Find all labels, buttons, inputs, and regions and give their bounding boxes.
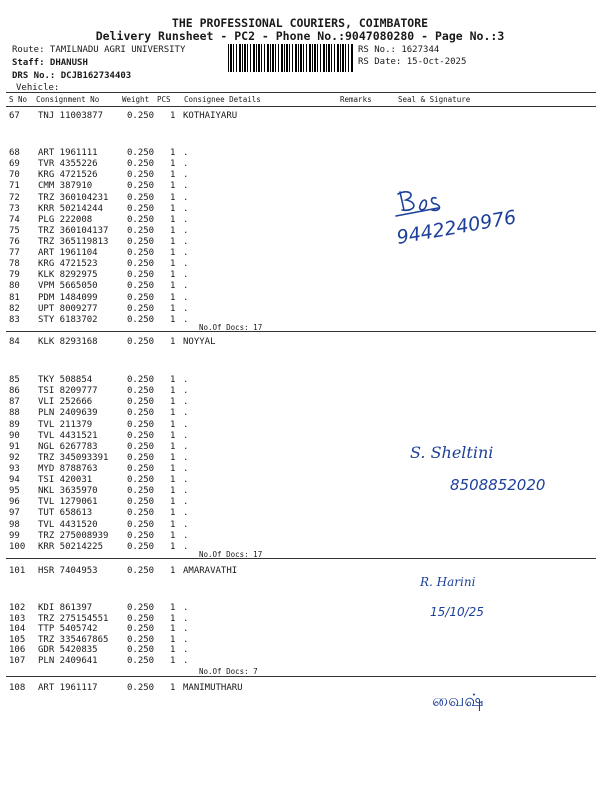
group-separator <box>6 558 596 559</box>
consignment-cell: KRG 4721526 <box>38 170 98 181</box>
table-row <box>0 520 600 531</box>
table-row <box>0 159 600 170</box>
weight-cell: 0.250 <box>127 519 155 530</box>
sno-cell: 92 <box>9 452 20 463</box>
consignment-cell: TRZ 275154551 <box>38 613 109 624</box>
table-row <box>0 645 600 656</box>
sno-cell: 97 <box>9 508 20 519</box>
weight-cell: 0.250 <box>127 566 155 576</box>
sno-cell: 73 <box>9 203 20 214</box>
consignee-dot: . <box>183 181 189 192</box>
weight-cell: 0.250 <box>127 281 155 292</box>
consignee-dot: . <box>183 541 189 552</box>
pcs-cell: 1 <box>170 430 176 441</box>
col-consignee: Consignee Details <box>184 95 261 104</box>
company-title: THE PROFESSIONAL COURIERS, COIMBATORE <box>171 16 429 30</box>
vehicle-text: Vehicle: <box>16 83 60 93</box>
col-sno: S No <box>9 95 28 104</box>
weight-cell: 0.250 <box>127 170 155 181</box>
pcs-cell: 1 <box>170 475 176 486</box>
weight-cell: 0.250 <box>127 419 155 430</box>
signature-name-2: S. Sheltini <box>410 443 494 462</box>
consignee-dot: . <box>183 645 189 656</box>
consignment-cell: GDR 5420835 <box>38 645 98 656</box>
weight-cell: 0.250 <box>127 248 155 259</box>
consignment-cell: PLN 2409641 <box>38 656 98 666</box>
table-row <box>0 497 600 508</box>
consignee-dot: . <box>183 270 189 281</box>
table-row <box>0 148 600 159</box>
consignee-dot: . <box>183 464 189 474</box>
weight-cell: 0.250 <box>127 303 155 314</box>
table-row <box>0 531 600 542</box>
sno-cell: 98 <box>9 519 20 530</box>
group-head-row <box>0 683 600 694</box>
sno-cell: 95 <box>9 486 20 497</box>
signature-mark-4: வைஷ் <box>432 691 484 711</box>
consignee-dot: . <box>183 508 189 519</box>
table-row <box>0 386 600 397</box>
col-consignment: Consignment No <box>36 95 100 104</box>
consignment-cell: TUT 658613 <box>38 508 93 519</box>
sno-cell: 108 <box>9 683 26 693</box>
consignment-cell: TVL 4431521 <box>38 430 98 441</box>
pcs-cell: 1 <box>170 386 176 397</box>
consignee-dot: . <box>183 203 189 214</box>
sno-cell: 76 <box>9 237 20 247</box>
consignee-dot: . <box>183 386 189 397</box>
sno-cell: 107 <box>9 656 26 666</box>
weight-cell: 0.250 <box>127 337 155 347</box>
pcs-cell: 1 <box>170 452 176 463</box>
consignment-cell: TRZ 275008939 <box>38 530 109 541</box>
staff-text: Staff: DHANUSH <box>12 58 88 68</box>
weight-cell: 0.250 <box>127 270 155 281</box>
consignee-dot: . <box>183 303 189 314</box>
pcs-cell: 1 <box>170 624 176 635</box>
sno-cell: 68 <box>9 148 20 158</box>
sno-cell: 87 <box>9 397 20 408</box>
sno-cell: 104 <box>9 624 26 635</box>
drs-text: DRS No.: DCJB162734403 <box>12 71 132 81</box>
table-row <box>0 397 600 408</box>
sno-cell: 88 <box>9 408 20 419</box>
consignment-cell: KLK 8292975 <box>38 270 98 281</box>
weight-cell: 0.250 <box>127 541 155 552</box>
sno-cell: 89 <box>9 419 20 430</box>
sno-cell: 81 <box>9 292 20 303</box>
weight-cell: 0.250 <box>127 634 155 645</box>
header-bottom-rule <box>6 106 596 107</box>
consignment-cell: TSI 8209777 <box>38 386 98 397</box>
consignment-cell: NKL 3635970 <box>38 486 98 497</box>
consignee-dot: . <box>183 452 189 463</box>
weight-cell: 0.250 <box>127 486 155 497</box>
weight-cell: 0.250 <box>127 464 155 474</box>
consignment-cell: NGL 6267783 <box>38 441 98 452</box>
pcs-cell: 1 <box>170 519 176 530</box>
pcs-cell: 1 <box>170 497 176 508</box>
consignee-dot: . <box>183 375 189 385</box>
weight-cell: 0.250 <box>127 508 155 519</box>
consignment-cell: TTP 5405742 <box>38 624 98 635</box>
pcs-cell: 1 <box>170 645 176 656</box>
sno-cell: 80 <box>9 281 20 292</box>
col-remarks: Remarks <box>340 95 372 104</box>
rs-date: RS Date: 15-Oct-2025 <box>358 57 467 67</box>
sno-cell: 71 <box>9 181 20 192</box>
weight-cell: 0.250 <box>127 203 155 214</box>
table-row <box>0 624 600 635</box>
pcs-cell: 1 <box>170 541 176 552</box>
pcs-cell: 1 <box>170 237 176 247</box>
consignment-cell: ART 1961111 <box>38 148 98 158</box>
pcs-cell: 1 <box>170 148 176 158</box>
sno-cell: 90 <box>9 430 20 441</box>
weight-cell: 0.250 <box>127 683 155 693</box>
consignee-dot: . <box>183 214 189 225</box>
consignee-dot: . <box>183 430 189 441</box>
docs-count: No.Of Docs: 17 <box>199 550 263 559</box>
consignment-cell: KDI 861397 <box>38 603 93 613</box>
consignee-dot: . <box>183 613 189 624</box>
table-row <box>0 304 600 315</box>
weight-cell: 0.250 <box>127 624 155 635</box>
consignment-cell: ART 1961117 <box>38 683 98 693</box>
pcs-cell: 1 <box>170 441 176 452</box>
consignment-cell: PLG 222008 <box>38 214 93 225</box>
signature-group-3 <box>418 570 538 622</box>
weight-cell: 0.250 <box>127 237 155 247</box>
pcs-cell: 1 <box>170 613 176 624</box>
consignee-name: AMARAVATHI <box>183 566 238 576</box>
consignment-cell: MYD 8788763 <box>38 464 98 474</box>
sno-cell: 83 <box>9 314 20 325</box>
sno-cell: 96 <box>9 497 20 508</box>
consignment-cell: TSI 420031 <box>38 475 93 486</box>
consignee-dot: . <box>183 397 189 408</box>
weight-cell: 0.250 <box>127 452 155 463</box>
consignment-cell: TNJ 11003877 <box>38 111 104 121</box>
pcs-cell: 1 <box>170 181 176 192</box>
pcs-cell: 1 <box>170 259 176 270</box>
sno-cell: 102 <box>9 603 26 613</box>
header-top-rule <box>6 92 596 93</box>
consignment-cell: CMM 387910 <box>38 181 93 192</box>
pcs-cell: 1 <box>170 314 176 325</box>
consignee-dot: . <box>183 497 189 508</box>
pcs-cell: 1 <box>170 530 176 541</box>
weight-cell: 0.250 <box>127 214 155 225</box>
weight-cell: 0.250 <box>127 181 155 192</box>
pcs-cell: 1 <box>170 337 176 347</box>
consignee-dot: . <box>183 530 189 541</box>
signature-group-4 <box>430 680 510 720</box>
table-row <box>0 315 600 326</box>
pcs-cell: 1 <box>170 248 176 259</box>
weight-cell: 0.250 <box>127 645 155 656</box>
sno-cell: 100 <box>9 541 26 552</box>
pcs-cell: 1 <box>170 292 176 303</box>
pcs-cell: 1 <box>170 656 176 666</box>
col-weight: Weight <box>122 95 150 104</box>
sno-cell: 79 <box>9 270 20 281</box>
pcs-cell: 1 <box>170 270 176 281</box>
pcs-cell: 1 <box>170 683 176 693</box>
docs-count: No.Of Docs: 7 <box>199 667 258 676</box>
weight-cell: 0.250 <box>127 192 155 203</box>
consignee-dot: . <box>183 314 189 325</box>
consignment-cell: TVR 4355226 <box>38 159 98 170</box>
consignment-cell: KLK 8293168 <box>38 337 98 347</box>
pcs-cell: 1 <box>170 464 176 474</box>
table-row <box>0 656 600 667</box>
table-row <box>0 293 600 304</box>
weight-cell: 0.250 <box>127 430 155 441</box>
consignee-dot: . <box>183 192 189 203</box>
weight-cell: 0.250 <box>127 497 155 508</box>
barcode-image <box>228 44 354 72</box>
table-row <box>0 375 600 386</box>
sno-cell: 101 <box>9 566 26 576</box>
sno-cell: 84 <box>9 337 20 347</box>
sno-cell: 72 <box>9 192 20 203</box>
consignment-cell: KRG 4721523 <box>38 259 98 270</box>
pcs-cell: 1 <box>170 170 176 181</box>
consignment-cell: TVL 4431520 <box>38 519 98 530</box>
pcs-cell: 1 <box>170 397 176 408</box>
weight-cell: 0.250 <box>127 292 155 303</box>
sno-cell: 74 <box>9 214 20 225</box>
consignment-cell: KRR 50214244 <box>38 203 104 214</box>
pcs-cell: 1 <box>170 603 176 613</box>
weight-cell: 0.250 <box>127 530 155 541</box>
runsheet-subtitle: Delivery Runsheet - PC2 - Phone No.:9047080280 - Page No.:3 <box>95 29 505 43</box>
sno-cell: 93 <box>9 464 20 474</box>
group-head-row <box>0 111 600 122</box>
consignee-dot: . <box>183 419 189 430</box>
pcs-cell: 1 <box>170 159 176 170</box>
consignee-dot: . <box>183 292 189 303</box>
pcs-cell: 1 <box>170 486 176 497</box>
pcs-cell: 1 <box>170 281 176 292</box>
sno-cell: 106 <box>9 645 26 656</box>
pcs-cell: 1 <box>170 508 176 519</box>
table-row <box>0 270 600 281</box>
sno-cell: 91 <box>9 441 20 452</box>
consignment-cell: TRZ 360104231 <box>38 192 109 203</box>
group-separator <box>6 331 596 332</box>
pcs-cell: 1 <box>170 634 176 645</box>
table-row <box>0 259 600 270</box>
consignment-cell: TRZ 345093391 <box>38 452 109 463</box>
pcs-cell: 1 <box>170 111 176 121</box>
consignment-cell: TRZ 365119813 <box>38 237 109 247</box>
signature-name-3: R. Harini <box>420 575 476 589</box>
route-text: Route: TAMILNADU AGRI UNIVERSITY <box>12 45 186 55</box>
consignee-dot: . <box>183 519 189 530</box>
pcs-cell: 1 <box>170 303 176 314</box>
consignee-dot: . <box>183 148 189 158</box>
consignee-dot: . <box>183 624 189 635</box>
pcs-cell: 1 <box>170 566 176 576</box>
consignee-dot: . <box>183 475 189 486</box>
sno-cell: 99 <box>9 530 20 541</box>
sno-cell: 78 <box>9 259 20 270</box>
weight-cell: 0.250 <box>127 408 155 419</box>
consignment-cell: TRZ 360104137 <box>38 225 109 236</box>
sno-cell: 85 <box>9 375 20 385</box>
consignee-dot: . <box>183 486 189 497</box>
sno-cell: 75 <box>9 225 20 236</box>
consignee-dot: . <box>183 159 189 170</box>
consignee-dot: . <box>183 603 189 613</box>
table-row <box>0 635 600 646</box>
weight-cell: 0.250 <box>127 159 155 170</box>
weight-cell: 0.250 <box>127 225 155 236</box>
consignee-dot: . <box>183 248 189 259</box>
weight-cell: 0.250 <box>127 314 155 325</box>
table-row <box>0 542 600 553</box>
docs-count: No.Of Docs: 17 <box>199 323 263 332</box>
pcs-cell: 1 <box>170 203 176 214</box>
group-separator <box>6 676 596 677</box>
sno-cell: 67 <box>9 111 20 121</box>
sno-cell: 70 <box>9 170 20 181</box>
weight-cell: 0.250 <box>127 656 155 666</box>
consignee-dot: . <box>183 170 189 181</box>
consignment-cell: TVL 211379 <box>38 419 93 430</box>
weight-cell: 0.250 <box>127 475 155 486</box>
consignment-cell: ART 1961104 <box>38 248 98 259</box>
sno-cell: 86 <box>9 386 20 397</box>
consignee-name: NOYYAL <box>183 337 216 347</box>
consignee-dot: . <box>183 656 189 666</box>
signature-date-3: 15/10/25 <box>430 605 484 619</box>
weight-cell: 0.250 <box>127 148 155 158</box>
pcs-cell: 1 <box>170 214 176 225</box>
group-head-row <box>0 337 600 348</box>
consignee-dot: . <box>183 225 189 236</box>
consignment-cell: PLN 2409639 <box>38 408 98 419</box>
consignee-name: KOTHAIYARU <box>183 111 238 121</box>
consignment-cell: VPM 5665050 <box>38 281 98 292</box>
consignee-dot: . <box>183 634 189 645</box>
signature-phone-2: 8508852020 <box>450 476 546 494</box>
consignment-cell: TKY 508854 <box>38 375 93 385</box>
pcs-cell: 1 <box>170 225 176 236</box>
weight-cell: 0.250 <box>127 397 155 408</box>
signature-phone-1: 9442240976 <box>395 206 518 249</box>
weight-cell: 0.250 <box>127 603 155 613</box>
sno-cell: 82 <box>9 303 20 314</box>
consignment-cell: STY 6183702 <box>38 314 98 325</box>
table-row <box>0 408 600 419</box>
consignment-cell: TVL 1279061 <box>38 497 98 508</box>
weight-cell: 0.250 <box>127 111 155 121</box>
weight-cell: 0.250 <box>127 441 155 452</box>
col-seal-signature: Seal & Signature <box>398 95 471 104</box>
weight-cell: 0.250 <box>127 375 155 385</box>
consignee-dot: . <box>183 237 189 247</box>
weight-cell: 0.250 <box>127 386 155 397</box>
table-row <box>0 508 600 519</box>
consignment-cell: PDM 1484099 <box>38 292 98 303</box>
weight-cell: 0.250 <box>127 613 155 624</box>
pcs-cell: 1 <box>170 408 176 419</box>
table-row <box>0 281 600 292</box>
sno-cell: 77 <box>9 248 20 259</box>
signature-group-2 <box>408 436 588 496</box>
table-row <box>0 420 600 431</box>
sno-cell: 94 <box>9 475 20 486</box>
pcs-cell: 1 <box>170 375 176 385</box>
rs-number: RS No.: 1627344 <box>358 45 440 55</box>
consignee-dot: . <box>183 441 189 452</box>
consignment-cell: KRR 50214225 <box>38 541 104 552</box>
sno-cell: 103 <box>9 613 26 624</box>
col-pcs: PCS <box>157 95 171 104</box>
consignment-cell: UPT 8009277 <box>38 303 98 314</box>
weight-cell: 0.250 <box>127 259 155 270</box>
sno-cell: 69 <box>9 159 20 170</box>
consignee-dot: . <box>183 259 189 270</box>
sno-cell: 105 <box>9 634 26 645</box>
consignment-cell: HSR 7404953 <box>38 566 98 576</box>
pcs-cell: 1 <box>170 192 176 203</box>
consignee-dot: . <box>183 408 189 419</box>
consignment-cell: TRZ 335467865 <box>38 634 109 645</box>
consignment-cell: VLI 252666 <box>38 397 93 408</box>
pcs-cell: 1 <box>170 419 176 430</box>
consignee-name: MANIMUTHARU <box>183 683 243 693</box>
consignee-dot: . <box>183 281 189 292</box>
signature-group-1 <box>392 180 562 250</box>
